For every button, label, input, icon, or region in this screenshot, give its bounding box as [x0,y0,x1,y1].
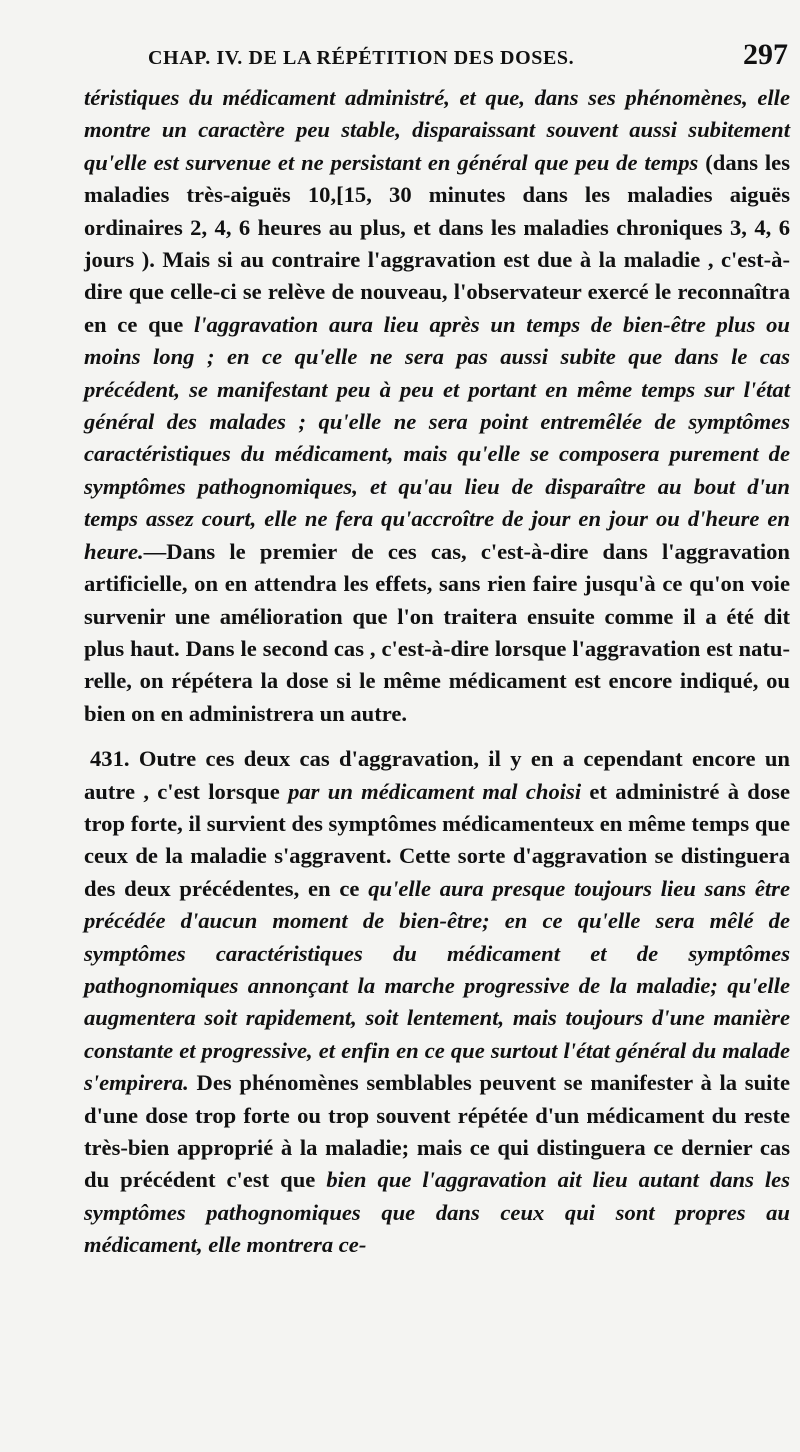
text-passage: Des phénomènes semblables peuvent se manifester à la suite d'une dose trop forte ou trop souvent répétée d'un médicament du reste très-bien approprié à la maladie; mais ce qui distinguera ce dernier cas du précédent c'est que [84,1070,790,1193]
italic-passage: bien que l'aggravation ait lieu autant dans les symptômes pathognomiques que dans ceux qui sont propres au médicament, elle montrera ce- [84,1167,790,1258]
page-header [148,38,790,82]
italic-passage: téristiques du médicament administré, et que, dans ses phénomènes, elle montre un caractère peu stable, disparaissant souvent aussi subitement qu'elle est survenue et ne persistant en général que peu de temps [84,85,790,175]
text-passage: et administré à dose trop forte, il survient des symptômes médicamenteux en même temps que ceux de la maladie s'aggravent. Cette sorte d'aggravation se distinguera des deux précédentes, en ce [84,778,790,901]
italic-passage: l'aggravation aura lieu après un temps de bien-être plus ou moins long ; en ce qu'elle ne sera pas aussi subite que dans le cas précédent, se manifestant peu à peu et portant en même temps sur l'état général des malades ; qu'elle ne sera point entremêlée de symptômes caractéristiques du médicament, mais qu'elle se composera purement de symptômes pathognomiques, et qu'au lieu de disparaître au bout d'un temps assez court, elle ne fera qu'accroître de jour en jour ou d'heure en heure. [84,311,790,564]
italic-passage: qu'elle aura presque toujours lieu sans être précédée d'aucun moment de bien-être; en ce qu'elle sera mêlé de symptômes caractéristiques du médicament et de symptômes pathognomiques annonçant la marche progressive de la maladie; qu'elle augmentera soit rapidement, soit lentement, mais toujours d'une manière constante et progressive, et enfin en ce que surtout l'état général du malade s'empirera. [84,875,790,1096]
running-head: CHAP. IV. DE LA RÉPÉTITION DES DOSES. [148,47,575,69]
body-text [84,82,790,1262]
italic-passage: par un médicament mal choisi [288,778,582,804]
paragraph [84,82,790,730]
page-number: 297 [743,38,788,71]
text-passage: 431. Outre ces deux cas d'aggravation, il y en a cependant encore un autre , c'est lorsque [84,746,790,804]
book-page [84,38,790,1262]
text-passage: (dans les maladies très-aiguës 10,[15, 30 minutes dans les maladies aiguës ordinaires 2, 4, 6 heures au plus, et dans les maladies chroniques 3, 4, 6 jours ). Mais si au contraire l'aggravation est due à la maladie , c'est-à-dire que celle-ci se relève de nouveau, l'observateur exercé le reconnaîtra en ce que [84,149,790,337]
paragraph-431 [84,743,790,1262]
text-passage: —Dans le premier de ces cas, c'est-à-dire dans l'aggravation artificielle, on en attendra les effets, sans rien faire jusqu'à ce qu'on voie survenir une amélioration que l'on traitera ensuite comme il a été dit plus haut. Dans le second cas , c'est-à-dire lorsque l'aggravation est naturelle, on répétera la dose si le même médicament est encore indiqué, ou bien on en administrera un autre. [84,538,790,726]
